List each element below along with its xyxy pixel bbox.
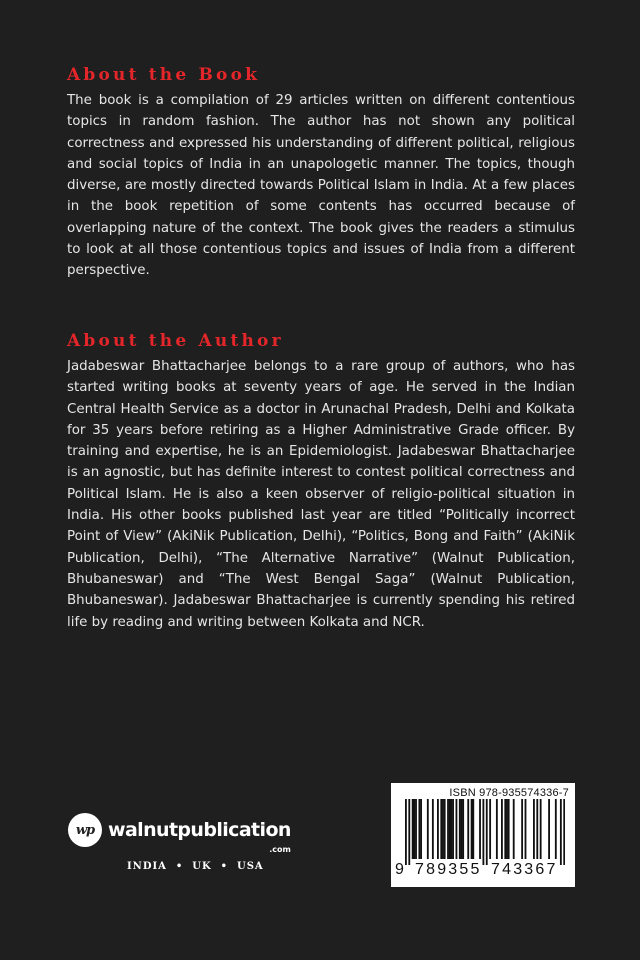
barcode-bar [467,799,469,859]
barcode-bar [440,799,442,859]
publisher-name-text: walnutpublication [108,819,291,841]
barcode-bar [427,799,429,859]
barcode-digits-right: 743367 [491,861,558,878]
barcode-bar [533,799,535,859]
about-author-section [67,330,575,633]
publisher-logo-row [68,813,308,854]
barcode-bar [437,799,439,859]
barcode-bar [420,799,422,859]
barcode-digits [391,861,575,883]
barcode-bar [486,799,488,865]
barcode-bar [489,799,491,859]
barcode-bar [563,799,565,865]
about-book-heading: About the Book [67,65,261,85]
barcode-bar [496,799,498,859]
barcode-digits-left: 789355 [415,861,482,878]
barcode-bar [471,799,473,859]
about-author-heading: About the Author [67,331,284,351]
barcode-bar [450,799,452,859]
barcode-bar [508,799,510,859]
barcode-bar [540,799,542,859]
barcode-bar [555,799,557,859]
barcode-bar [525,799,527,859]
barcode-bar [456,799,458,859]
barcode-bar [504,799,506,859]
about-book-section [67,64,575,282]
isbn-barcode [391,783,575,887]
barcode-bar [413,799,415,859]
barcode-bar [449,799,451,859]
barcode-bar [462,799,464,859]
barcode-bar [412,799,414,859]
publisher-name [108,819,291,854]
isbn-label: ISBN 978-935574336-7 [449,787,569,799]
barcode-bar [408,799,410,865]
barcode-bar [560,799,562,865]
barcode-bar [513,799,515,859]
barcode-bar [447,799,449,859]
barcode-bar [452,799,454,859]
barcode-bar [459,799,461,859]
barcode-bar [444,799,446,859]
barcode-digit-first: 9 [395,861,404,878]
barcode-bar [506,799,508,859]
barcode-bar [461,799,463,859]
walnut-logo-icon: wp [68,813,102,847]
about-book-paragraph: The book is a compilation of 29 articles written on different contentious topics in random fashion. The author has not shown any political correctness and expressed his understanding of different political, religious and social topics of India in an unapologetic manner. The topics, though diverse, are mostly directed towards Political Islam in India. At a few places in the book repetition of some contents has occurred because of overlapping nature of the context. The book gives the readers a stimulus to look at all those contentious topics and issues of India from a different perspective. [67,93,575,279]
publisher-block [68,813,308,872]
barcode-bar [548,799,550,859]
barcode-bar [418,799,420,859]
barcode-bar [482,799,484,865]
barcode-bars [405,799,565,865]
barcode-bar [472,799,474,859]
barcode-bar [405,799,407,865]
barcode-bar [432,799,434,859]
barcode-bar [501,799,503,859]
publisher-countries: INDIA • UK • USA [127,861,264,872]
barcode-bar [442,799,444,859]
about-author-paragraph: Jadabeswar Bhattacharjee belongs to a rare group of authors, who has started writing books at seventy years of age. He served in the Indian Central Health Service as a doctor in Arunachal Pradesh, Delhi and Kolkata for 35 years before retiring as a Higher Administrative Grade officer. By training and expertise, he is an Epidemiologist. Jadabeswar Bhattacharjee is an agnostic, but has definite interest to contest political correctness and Political Islam. He is also a keen observer of religio-political situation in India. His other books published last year are titled “Politically incorrect Point of View” (AkiNik Publication, Delhi), “Politics, Bong and Faith” (AkiNik Publication, Delhi), “The Alternative Narrative” (Walnut Publication, Bhubaneswar) and “The West Bengal Saga” (Walnut Publication, Bhubaneswar). Jadabeswar Bhattacharjee is currently spending his retired life by reading and writing between Kolkata and NCR. [67,359,575,630]
barcode-bar [415,799,417,859]
publisher-domain: .com [269,845,291,854]
barcode-bar [479,799,481,859]
barcode-bar [536,799,538,859]
barcode-bar [521,799,523,859]
